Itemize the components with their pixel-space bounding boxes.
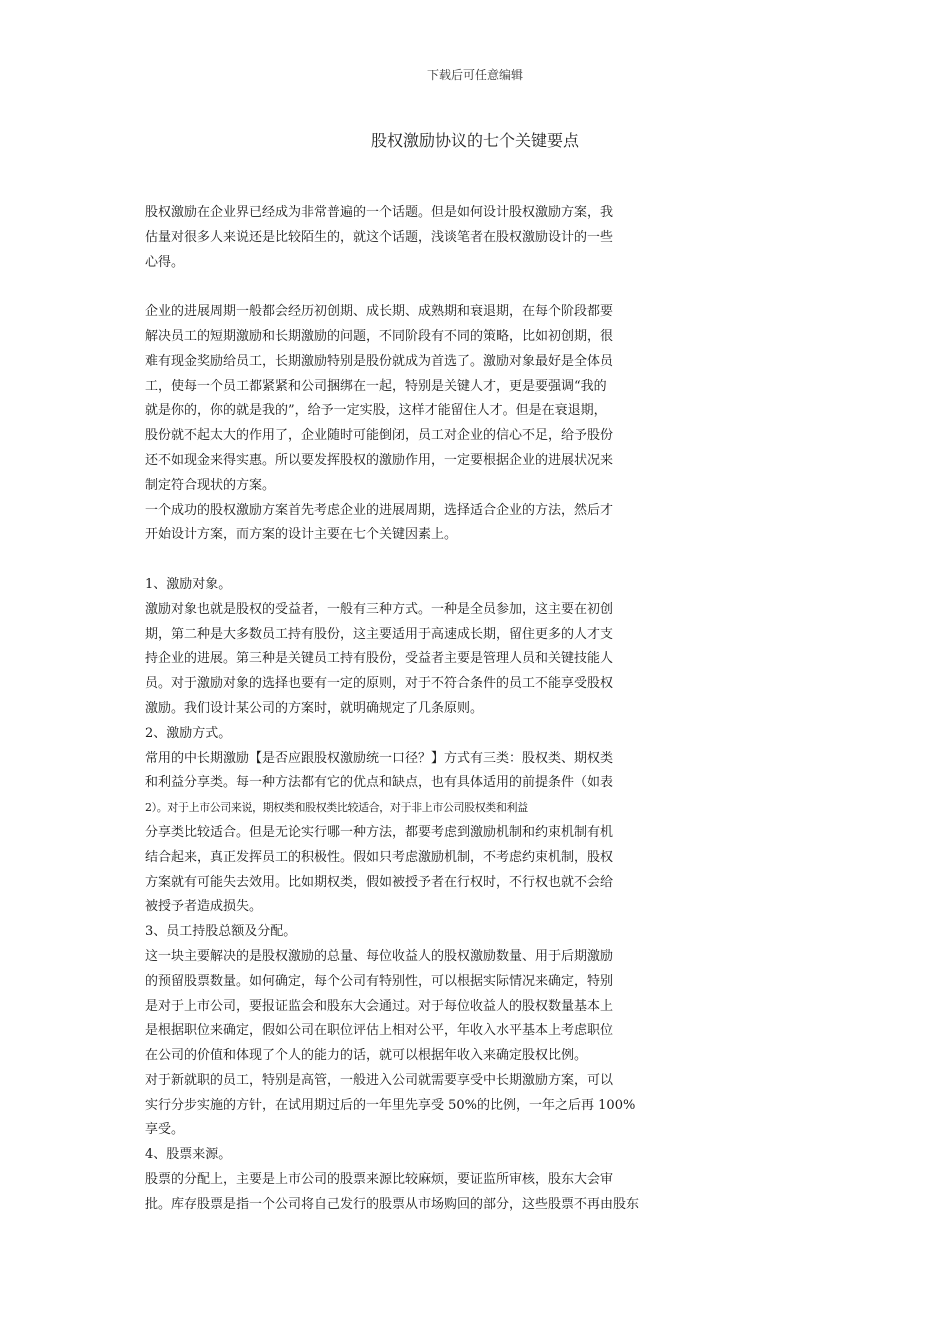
body-line: 解决员工的短期激励和长期激励的问题，不同阶段有不同的策略，比如初创期，很 [145,328,614,344]
body-line: 在公司的价值和体现了个人的能力的话，就可以根据年收入来确定股权比例。 [145,1048,588,1064]
body-line: 常用的中长期激励【是否应跟股权激励统一口径？】方式有三类：股权类、期权类 [145,750,614,766]
body-line: 还不如现金来得实惠。所以要发挥股权的激励作用，一定要根据企业的进展状况来 [145,452,614,468]
paragraph-gap [145,548,675,573]
body-line: 企业的进展周期一般都会经历初创期、成长期、成熟期和衰退期，在每个阶段都要 [145,304,614,320]
body-line: 股票的分配上，主要是上市公司的股票来源比较麻烦，要证监所审核，股东大会审 [145,1172,614,1188]
document-body [145,201,675,1218]
body-line: 是根据职位来确定，假如公司在职位评估上相对公平，年收入水平基本上考虑职位 [145,1023,614,1039]
body-line: 估量对很多人来说还是比较陌生的，就这个话题，浅谈笔者在股权激励设计的一些 [145,229,614,245]
body-line: 方案就有可能失去效用。比如期权类，假如被授予者在行权时，不行权也就不会给 [145,874,614,890]
body-line: 股份就不起太大的作用了，企业随时可能倒闭，员工对企业的信心不足，给予股份 [145,428,614,444]
body-line: 结合起来，真正发挥员工的积极性。假如只考虑激励机制，不考虑约束机制，股权 [145,849,614,865]
body-line: 就是你的，你的就是我的”，给予一定实股，这样才能留住人才。但是在衰退期， [145,403,607,419]
body-line: 实行分步实施的方针，在试用期过后的一年里先享受 50%的比例，一年之后再 100% [145,1097,636,1113]
body-line: 的预留股票数量。如何确定，每个公司有特别性，可以根据实际情况来确定，特别 [145,973,614,989]
section-heading: 3、员工持股总额及分配。 [145,924,297,940]
body-line: 一个成功的股权激励方案首先考虑企业的进展周期，选择适合企业的方法，然后才 [145,502,614,518]
section-heading: 4、股票来源。 [145,1147,232,1163]
body-line: 这一块主要解决的是股权激励的总量、每位收益人的股权激励数量、用于后期激励 [145,948,614,964]
body-line: 批。库存股票是指一个公司将自己发行的股票从市场购回的部分，这些股票不再由股东 [145,1196,640,1212]
body-line: 难有现金奖励给员工，长期激励特别是股份就成为首选了。激励对象最好是全体员 [145,353,614,369]
body-line: 股权激励在企业界已经成为非常普遍的一个话题。但是如何设计股权激励方案，我 [145,205,614,220]
body-line: 期，第二种是大多数员工持有股份，这主要适用于高速成长期，留住更多的人才支 [145,626,614,642]
body-line: 是对于上市公司，要报证监会和股东大会通过。对于每位收益人的股权数量基本上 [145,998,614,1014]
body-line: 员。对于激励对象的选择也要有一定的原则，对于不符合条件的员工不能享受股权 [145,676,614,692]
body-line: 分享类比较适合。但是无论实行哪一种方法，都要考虑到激励机制和约束机制有机 [145,824,614,840]
document-title: 股权激励协议的七个关键要点 [370,131,579,150]
section-heading: 1、激励对象。 [145,576,232,592]
body-line: 持企业的进展。第三种是关键员工持有股份，受益者主要是管理人员和关键技能人 [145,651,614,667]
body-line: 激励对象也就是股权的受益者，一般有三种方式。一种是全员参加，这主要在初创 [145,601,614,617]
paragraph-gap [145,275,675,300]
body-line: 工，使每一个员工都紧紧和公司捆绑在一起，特别是关键人才，更是要强调“我的 [145,378,607,394]
page-header: 下载后可任意编辑 [426,68,523,82]
body-line: 开始设计方案，而方案的设计主要在七个关键因素上。 [145,527,458,543]
body-line: 被授予者造成损失。 [145,899,263,915]
body-line: 2）。对于上市公司来说，期权类和股权类比较适合，对于非上市公司股权类和利益 [145,801,528,815]
body-line: 对于新就职的员工，特别是高管，一般进入公司就需要享受中长期激励方案，可以 [145,1072,614,1088]
body-line: 制定符合现状的方案。 [145,477,276,493]
body-line: 激励。我们设计某公司的方案时，就明确规定了几条原则。 [145,700,484,716]
section-heading: 2、激励方式。 [145,725,232,741]
body-line: 享受。 [145,1122,185,1138]
body-line: 和利益分享类。每一种方法都有它的优点和缺点，也有具体适用的前提条件（如表 [145,775,614,791]
body-line: 心得。 [145,254,185,270]
